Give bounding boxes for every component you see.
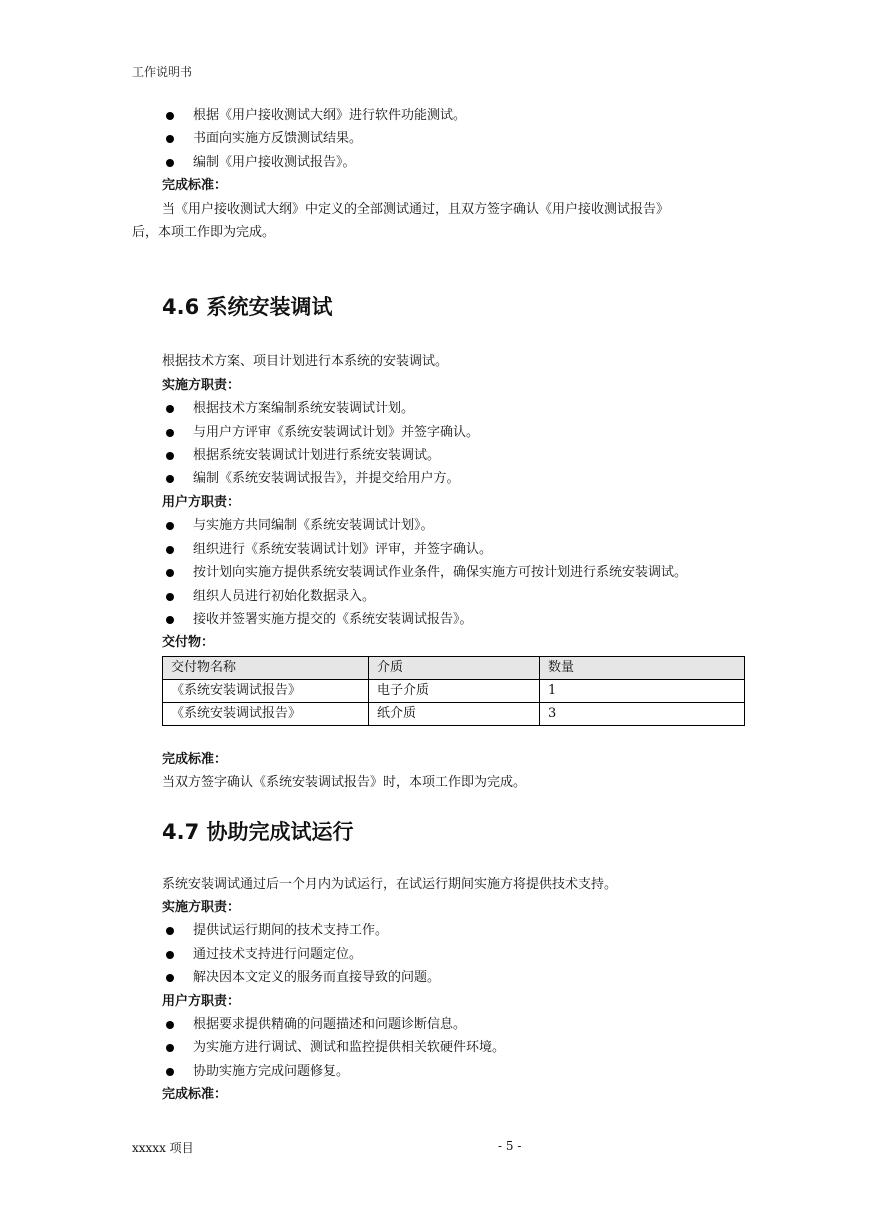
list-item: 按计划向实施方提供系统安装调试作业条件，确保实施方可按计划进行系统安装调试。 xyxy=(162,561,746,584)
impl-list xyxy=(162,397,746,491)
criteria-text xyxy=(132,198,746,245)
page-number: - 5 - xyxy=(498,1139,522,1153)
page-header: 工作说明书 xyxy=(132,65,193,79)
user-label: 用户方职责： xyxy=(162,494,241,510)
section-intro: 根据技术方案、项目计划进行本系统的安装调试。 xyxy=(162,354,449,370)
list-item: 协助实施方完成问题修复。 xyxy=(162,1060,746,1083)
list-item: 与实施方共同编制《系统安装调试计划》。 xyxy=(162,514,746,537)
list-item: 编制《用户接收测试报告》。 xyxy=(162,151,746,174)
footer-project: xxxxx 项目 xyxy=(132,1141,194,1155)
list-item: 为实施方进行调试、测试和监控提供相关软硬件环境。 xyxy=(162,1036,746,1059)
user-list xyxy=(162,514,746,631)
list-item: 书面向实施方反馈测试结果。 xyxy=(162,127,746,150)
criteria-label: 完成标准： xyxy=(162,1087,228,1103)
list-item: 通过技术支持进行问题定位。 xyxy=(162,943,746,966)
table-cell: 《系统安装调试报告》 xyxy=(163,679,369,702)
list-item: 与用户方评审《系统安装调试计划》并签字确认。 xyxy=(162,421,746,444)
list-item: 组织人员进行初始化数据录入。 xyxy=(162,585,746,608)
table-row xyxy=(163,679,745,702)
section-intro: 系统安装调试通过后一个月内为试运行，在试运行期间实施方将提供技术支持。 xyxy=(162,876,618,892)
table-header-cell: 交付物名称 xyxy=(163,656,369,679)
list-item: 根据要求提供精确的问题描述和问题诊断信息。 xyxy=(162,1013,746,1036)
impl-list xyxy=(162,919,746,989)
criteria-line: 后，本项工作即为完成。 xyxy=(132,225,276,241)
user-label: 用户方职责： xyxy=(162,993,241,1009)
deliverables-label: 交付物： xyxy=(162,635,215,651)
table-cell: 电子介质 xyxy=(369,679,540,702)
section-heading: 4.6 系统安装调试 xyxy=(162,295,333,320)
list-item: 接收并签署实施方提交的《系统安装调试报告》。 xyxy=(162,608,746,631)
list-item: 根据系统安装调试计划进行系统安装调试。 xyxy=(162,444,746,467)
table-cell: 3 xyxy=(540,702,745,725)
user-list xyxy=(162,1013,746,1083)
impl-label: 实施方职责： xyxy=(162,899,241,915)
list-item: 提供试运行期间的技术支持工作。 xyxy=(162,919,746,942)
table-cell: 纸介质 xyxy=(369,702,540,725)
section-heading: 4.7 协助完成试运行 xyxy=(162,819,354,844)
list-item: 组织进行《系统安装调试计划》评审，并签字确认。 xyxy=(162,538,746,561)
prev-bullet-list xyxy=(162,104,746,174)
deliverables-table xyxy=(162,656,745,726)
criteria-text: 当双方签字确认《系统安装调试报告》时，本项工作即为完成。 xyxy=(162,775,527,791)
table-cell: 1 xyxy=(540,679,745,702)
table-header-cell: 数量 xyxy=(540,656,745,679)
table-header-cell: 介质 xyxy=(369,656,540,679)
list-item: 根据技术方案编制系统安装调试计划。 xyxy=(162,397,746,420)
impl-label: 实施方职责： xyxy=(162,377,241,393)
list-item: 根据《用户接收测试大纲》进行软件功能测试。 xyxy=(162,104,746,127)
table-row xyxy=(163,702,745,725)
list-item: 编制《系统安装调试报告》，并提交给用户方。 xyxy=(162,467,746,490)
table-header-row xyxy=(163,656,745,679)
criteria-line: 当《用户接收测试大纲》中定义的全部测试通过，且双方签字确认《用户接收测试报告》 xyxy=(162,201,670,217)
criteria-label: 完成标准： xyxy=(162,178,228,194)
list-item: 解决因本文定义的服务而直接导致的问题。 xyxy=(162,966,746,989)
criteria-label: 完成标准： xyxy=(162,751,228,767)
table-cell: 《系统安装调试报告》 xyxy=(163,702,369,725)
page-content xyxy=(132,104,746,1107)
